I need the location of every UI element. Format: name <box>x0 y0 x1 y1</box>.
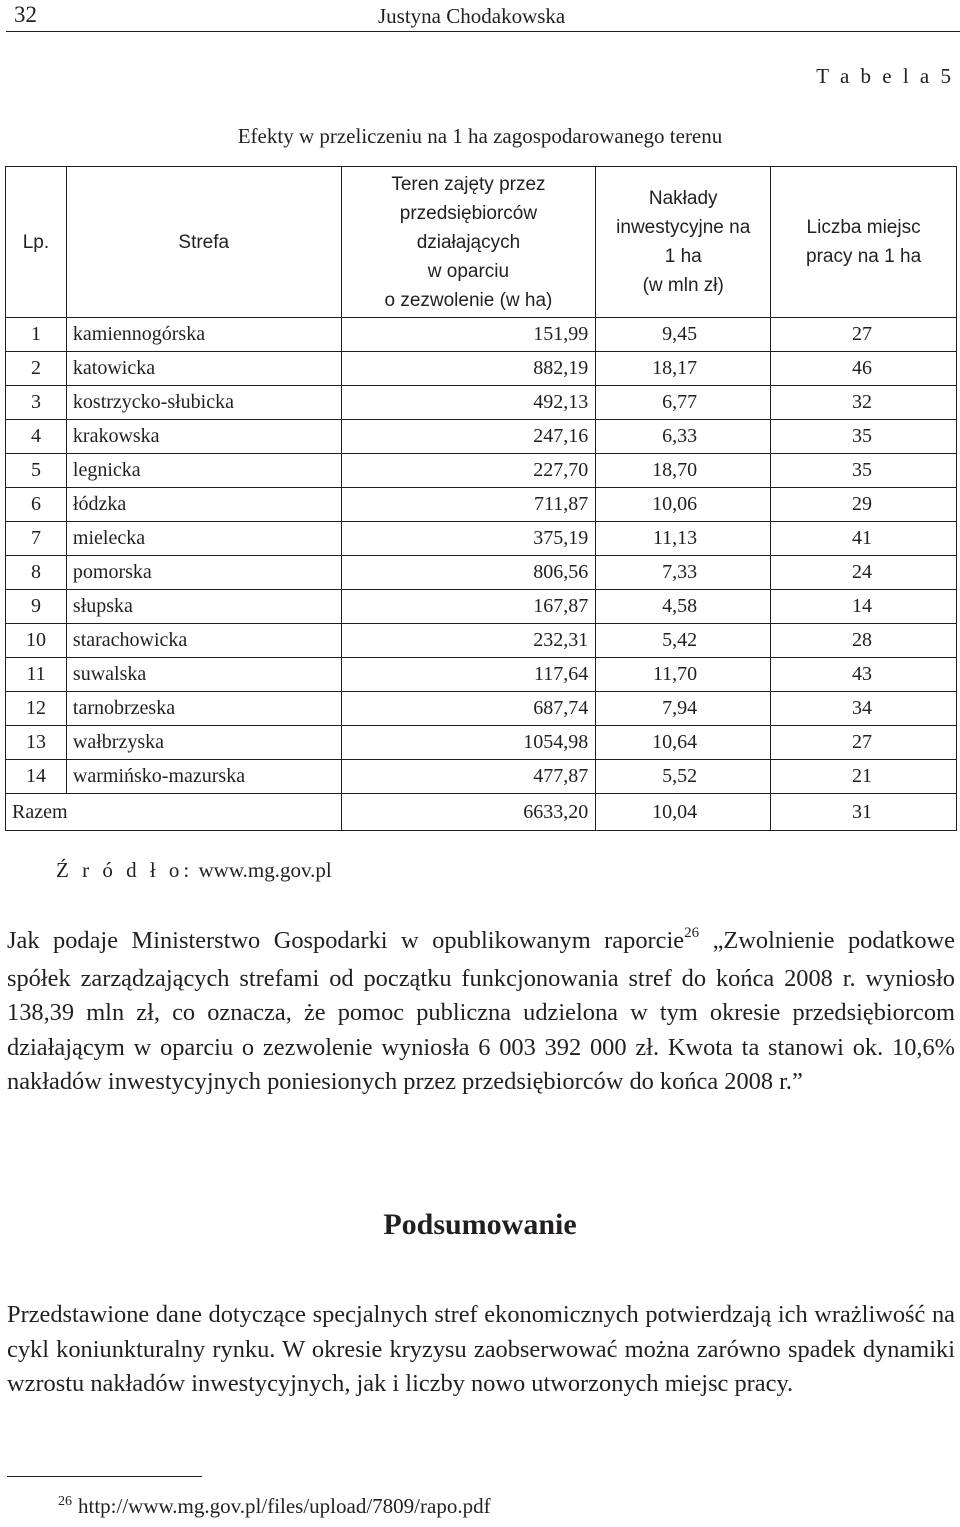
cell-lp: 8 <box>6 556 67 590</box>
table-title-text: Efekty w przeliczeniu na 1 ha zagospodarowanego terenu <box>237 124 723 148</box>
cell-teren: 882,19 <box>341 352 596 386</box>
cell-miejsca: 35 <box>771 454 957 488</box>
running-head: Justyna Chodakowska <box>378 4 566 28</box>
paragraph-text: Jak podaje Ministerstwo Gospodarki w opublikowanym raporcie <box>7 927 685 954</box>
column-header-miejsca <box>771 167 957 318</box>
table-row <box>6 760 957 794</box>
cell-miejsca: 27 <box>771 318 957 352</box>
header-line: Nakłady <box>648 188 718 209</box>
cell-strefa: pomorska <box>66 556 341 590</box>
footnote <box>58 1494 491 1519</box>
cell-naklady: 7,33 <box>596 556 771 590</box>
table-row <box>6 692 957 726</box>
table-label: T a b e l a 5 <box>816 64 954 88</box>
cell-naklady: 6,77 <box>596 386 771 420</box>
column-header-strefa: Strefa <box>66 167 341 318</box>
table-row <box>6 318 957 352</box>
cell-strefa: łódzka <box>66 488 341 522</box>
cell-teren: 711,87 <box>341 488 596 522</box>
header-line: Liczba miejsc <box>806 217 921 238</box>
cell-strefa: słupska <box>66 590 341 624</box>
table-total-row <box>6 794 957 831</box>
cell-miejsca: 35 <box>771 420 957 454</box>
cell-teren: 1054,98 <box>341 726 596 760</box>
page-header <box>6 0 960 32</box>
cell-naklady: 5,52 <box>596 760 771 794</box>
header-line: przedsiębiorców <box>399 202 538 224</box>
source-value: www.mg.gov.pl <box>198 858 332 882</box>
cell-naklady: 10,64 <box>596 726 771 760</box>
cell-miejsca: 27 <box>771 726 957 760</box>
header-line: 1 ha <box>664 246 702 267</box>
total-miejsca: 31 <box>771 794 957 831</box>
cell-strefa: kostrzycko-słubicka <box>66 386 341 420</box>
column-header-lp: Lp. <box>6 167 67 318</box>
header-line: Teren zajęty przez <box>391 173 546 195</box>
cell-miejsca: 14 <box>771 590 957 624</box>
cell-teren: 151,99 <box>341 318 596 352</box>
body-paragraph-1 <box>7 924 955 1100</box>
table-row <box>6 726 957 760</box>
cell-miejsca: 21 <box>771 760 957 794</box>
cell-teren: 687,74 <box>341 692 596 726</box>
cell-lp: 9 <box>6 590 67 624</box>
cell-naklady: 18,17 <box>596 352 771 386</box>
cell-strefa: kamiennogórska <box>66 318 341 352</box>
cell-lp: 14 <box>6 760 67 794</box>
cell-miejsca: 41 <box>771 522 957 556</box>
header-line: (w mln zł) <box>642 275 724 296</box>
paragraph-text: „Zwolnienie podatkowe spółek zarządzających strefami od początku funkcjonowania stref do końca 2008 r. wyniosło 138,39 mln zł, co oznacza, że pomoc publiczna udzielona w tym okresie przedsiębiorcom działającym w oparciu o zezwolenie wyniosła 6 003 392 000 zł. Kwota ta stanowi ok. 10,6% nakładów inwestycyjnych poniesionych przez przedsiębiorców do końca 2008 r.” <box>7 927 955 1096</box>
cell-miejsca: 24 <box>771 556 957 590</box>
table-row <box>6 624 957 658</box>
cell-miejsca: 34 <box>771 692 957 726</box>
section-heading: Podsumowanie <box>383 1208 577 1241</box>
cell-strefa: starachowicka <box>66 624 341 658</box>
header-line: inwestycyjne na <box>616 217 751 238</box>
cell-naklady: 6,33 <box>596 420 771 454</box>
cell-lp: 11 <box>6 658 67 692</box>
cell-strefa: legnicka <box>66 454 341 488</box>
cell-strefa: wałbrzyska <box>66 726 341 760</box>
cell-teren: 227,70 <box>341 454 596 488</box>
cell-miejsca: 29 <box>771 488 957 522</box>
cell-miejsca: 46 <box>771 352 957 386</box>
cell-lp: 12 <box>6 692 67 726</box>
cell-lp: 13 <box>6 726 67 760</box>
page-number: 32 <box>14 2 37 27</box>
source-label: Ź r ó d ł o: <box>56 858 194 882</box>
cell-strefa: mielecka <box>66 522 341 556</box>
cell-lp: 4 <box>6 420 67 454</box>
cell-lp: 7 <box>6 522 67 556</box>
table-row <box>6 488 957 522</box>
header-line: działających <box>416 231 521 253</box>
cell-teren: 375,19 <box>341 522 596 556</box>
cell-lp: 5 <box>6 454 67 488</box>
footnote-link[interactable]: http://www.mg.gov.pl/files/upload/7809/rapo.pdf <box>78 1494 491 1518</box>
cell-naklady: 10,06 <box>596 488 771 522</box>
cell-lp: 2 <box>6 352 67 386</box>
cell-teren: 492,13 <box>341 386 596 420</box>
total-label: Razem <box>6 794 342 831</box>
cell-miejsca: 32 <box>771 386 957 420</box>
column-header-naklady <box>596 167 771 318</box>
table-row <box>6 454 957 488</box>
cell-miejsca: 43 <box>771 658 957 692</box>
cell-naklady: 7,94 <box>596 692 771 726</box>
cell-teren: 247,16 <box>341 420 596 454</box>
table-row <box>6 590 957 624</box>
table-header-row <box>6 167 957 318</box>
cell-teren: 806,56 <box>341 556 596 590</box>
total-naklady: 10,04 <box>596 794 771 831</box>
cell-strefa: suwalska <box>66 658 341 692</box>
body-paragraph-2: Przedstawione dane dotyczące specjalnych stref ekonomicznych potwierdzają ich wrażliwość na cykl koniunkturalny rynku. W okresie kryzysu zaobserwować można zarówno spadek dynamiki wzrostu nakładów inwestycyjnych, jak i liczby nowo utworzonych miejsc pracy. <box>7 1301 955 1398</box>
cell-naklady: 9,45 <box>596 318 771 352</box>
column-header-teren <box>341 167 596 318</box>
header-line: pracy na 1 ha <box>806 246 922 267</box>
table-row <box>6 386 957 420</box>
cell-naklady: 11,70 <box>596 658 771 692</box>
cell-lp: 10 <box>6 624 67 658</box>
cell-lp: 3 <box>6 386 67 420</box>
table-source <box>56 858 332 883</box>
cell-teren: 477,87 <box>341 760 596 794</box>
table-row <box>6 522 957 556</box>
cell-teren: 167,87 <box>341 590 596 624</box>
cell-lp: 6 <box>6 488 67 522</box>
cell-teren: 232,31 <box>341 624 596 658</box>
cell-naklady: 5,42 <box>596 624 771 658</box>
table-title <box>0 124 960 149</box>
cell-strefa: tarnobrzeska <box>66 692 341 726</box>
cell-strefa: krakowska <box>66 420 341 454</box>
cell-naklady: 11,13 <box>596 522 771 556</box>
footnote-divider <box>7 1476 202 1477</box>
header-line: o zezwolenie (w ha) <box>384 289 553 311</box>
table-row <box>6 556 957 590</box>
total-teren: 6633,20 <box>341 794 596 831</box>
cell-strefa: warmińsko-mazurska <box>66 760 341 794</box>
cell-miejsca: 28 <box>771 624 957 658</box>
cell-strefa: katowicka <box>66 352 341 386</box>
header-line: w oparciu <box>427 260 510 282</box>
footnote-number: 26 <box>58 1494 72 1509</box>
footnote-reference[interactable]: 26 <box>684 925 700 941</box>
table-row <box>6 420 957 454</box>
table-row <box>6 352 957 386</box>
cell-naklady: 18,70 <box>596 454 771 488</box>
table-row <box>6 658 957 692</box>
cell-lp: 1 <box>6 318 67 352</box>
data-table <box>5 166 957 831</box>
cell-naklady: 4,58 <box>596 590 771 624</box>
cell-teren: 117,64 <box>341 658 596 692</box>
